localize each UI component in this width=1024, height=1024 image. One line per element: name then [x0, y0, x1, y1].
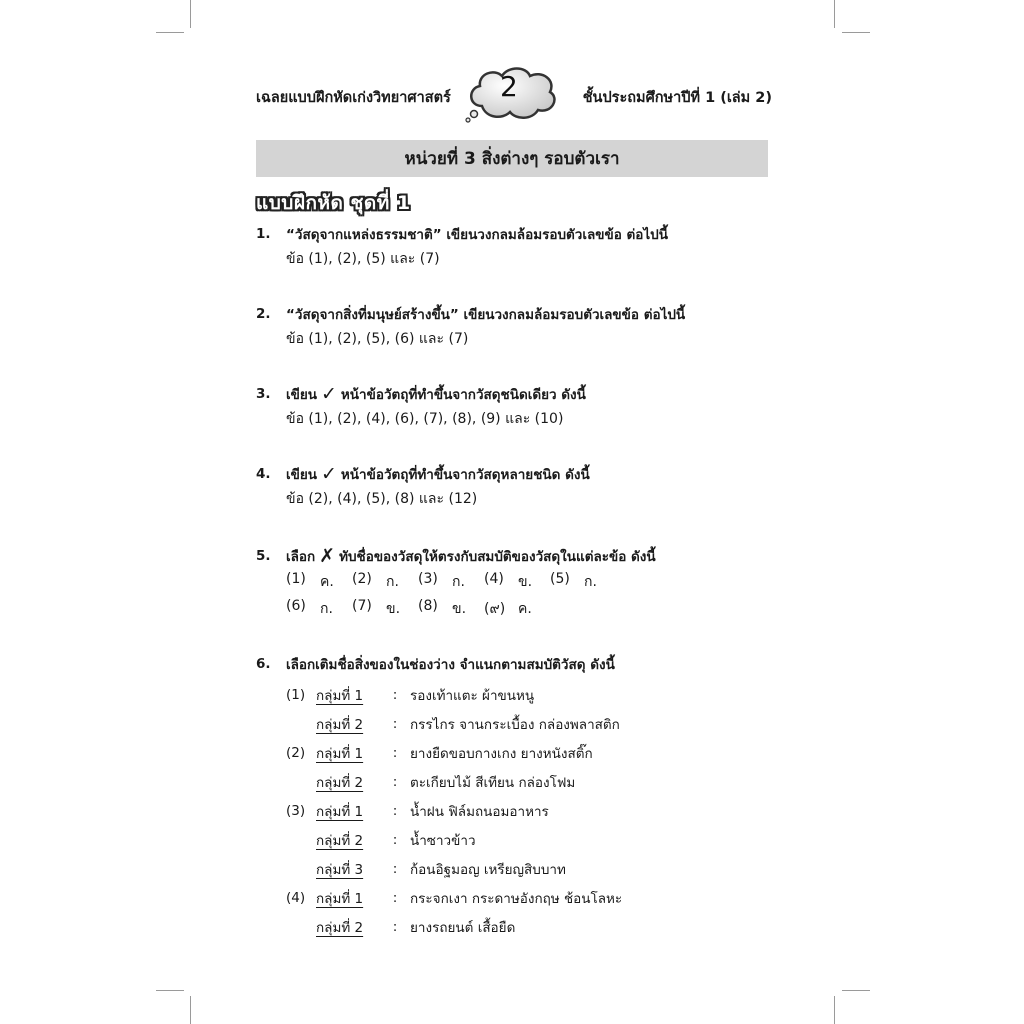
- crop-mark: [156, 990, 184, 991]
- group-row: [286, 912, 776, 941]
- item-number: (6): [286, 597, 306, 614]
- question-number: 2.: [256, 306, 271, 322]
- item-answer: ค.: [518, 600, 532, 617]
- group-row: [286, 796, 776, 825]
- colon: :: [392, 773, 398, 790]
- answer-line: ข้อ (1), (2), (4), (6), (7), (8), (9) และ (10): [286, 411, 564, 427]
- answer-line: ข้อ (2), (4), (5), (8) และ (12): [286, 491, 478, 507]
- crop-mark: [156, 32, 184, 33]
- group-row: [286, 767, 776, 796]
- crop-mark: [190, 0, 191, 28]
- unit-title-bar: [256, 140, 768, 177]
- colon: :: [392, 918, 398, 935]
- crop-mark: [842, 32, 870, 33]
- group-label: กลุ่มที่ 1: [316, 745, 364, 762]
- item-number: (4): [286, 889, 306, 906]
- question-number: 5.: [256, 548, 271, 564]
- group-label: กลุ่มที่ 2: [316, 716, 364, 733]
- check-mark-icon: ✓: [320, 463, 337, 485]
- question-text: เลือกเติมชื่อสิ่งของในช่องว่าง จำแนกตามสมบัติวัสดุ ดังนี้: [286, 657, 615, 673]
- answer-row: [286, 595, 776, 622]
- group-label: กลุ่มที่ 1: [316, 890, 364, 907]
- page-number-cloud: [462, 62, 562, 124]
- colon: :: [392, 744, 398, 761]
- item-number: (8): [418, 597, 438, 614]
- item-answer: ข.: [452, 600, 467, 617]
- question-1: [256, 222, 776, 302]
- group-label: กลุ่มที่ 2: [316, 919, 364, 936]
- question-6: [256, 652, 776, 941]
- item-answer: ค.: [320, 573, 334, 590]
- item-number: (๙): [484, 600, 506, 617]
- check-mark-icon: ✓: [320, 383, 337, 405]
- group-items: น้ำซาวข้าว: [410, 832, 476, 849]
- question-verb: เลือก: [286, 549, 316, 565]
- question-number: 6.: [256, 656, 271, 672]
- item-number: (3): [286, 802, 306, 819]
- question-2: [256, 302, 776, 382]
- question-5: [256, 544, 776, 652]
- group-items: ยางยืดขอบกางเกง ยางหนังสติ๊ก: [410, 745, 593, 762]
- question-4: [256, 462, 776, 544]
- question-number: 1.: [256, 226, 271, 242]
- crop-mark: [842, 990, 870, 991]
- group-items: น้ำฝน ฟิล์มถนอมอาหาร: [410, 803, 549, 820]
- group-label: กลุ่มที่ 1: [316, 687, 364, 704]
- group-items: ยางรถยนต์ เสื้อยืด: [410, 919, 516, 936]
- group-label: กลุ่มที่ 1: [316, 803, 364, 820]
- item-number: (1): [286, 570, 306, 587]
- item-number: (4): [484, 570, 504, 587]
- colon: :: [392, 889, 398, 906]
- group-row: [286, 709, 776, 738]
- group-row: [286, 854, 776, 883]
- item-number: (2): [352, 570, 372, 587]
- group-items: กรรไกร จานกระเบื้อง กล่องพลาสติก: [410, 716, 620, 733]
- colon: :: [392, 715, 398, 732]
- item-number: (2): [286, 744, 306, 761]
- answer-content: [256, 222, 776, 941]
- book-title: เฉลยแบบฝึกหัดเก่งวิทยาศาสตร์: [256, 90, 451, 106]
- item-number: (7): [352, 597, 372, 614]
- colon: :: [392, 860, 398, 877]
- page-header: [256, 70, 772, 118]
- crop-mark: [190, 996, 191, 1024]
- question-3: [256, 382, 776, 462]
- cross-mark-icon: ✗: [319, 545, 336, 567]
- group-label: กลุ่มที่ 2: [316, 774, 364, 791]
- group-row: [286, 825, 776, 854]
- answer-line: ข้อ (1), (2), (5) และ (7): [286, 251, 440, 267]
- colon: :: [392, 686, 398, 703]
- question-verb: เขียน: [286, 387, 317, 403]
- grade-volume: ชั้นประถมศึกษาปีที่ 1 (เล่ม 2): [582, 90, 772, 106]
- group-row: [286, 738, 776, 767]
- colon: :: [392, 802, 398, 819]
- unit-title: หน่วยที่ 3 สิ่งต่างๆ รอบตัวเรา: [404, 149, 620, 169]
- group-items: รองเท้าแตะ ผ้าขนหนู: [410, 687, 535, 704]
- group-items: กระจกเงา กระดาษอังกฤษ ช้อนโลหะ: [410, 890, 623, 907]
- crop-mark: [834, 0, 835, 28]
- question-text: “วัสดุจากสิ่งที่มนุษย์สร้างขึ้น” เขียนวงกลมล้อมรอบตัวเลขข้อ ต่อไปนี้: [286, 307, 686, 323]
- question-verb: เขียน: [286, 467, 317, 483]
- item-number: (1): [286, 686, 306, 703]
- item-answer: ข.: [518, 573, 533, 590]
- group-row: [286, 680, 776, 709]
- question-text: “วัสดุจากแหล่งธรรมชาติ” เขียนวงกลมล้อมรอบตัวเลขข้อ ต่อไปนี้: [286, 227, 668, 243]
- item-answer: ก.: [584, 573, 597, 590]
- group-row: [286, 883, 776, 912]
- group-label: กลุ่มที่ 3: [316, 861, 364, 878]
- item-answer: ก.: [386, 573, 399, 590]
- item-answer: ก.: [452, 573, 465, 590]
- group-items: ตะเกียบไม้ สีเทียน กล่องโฟม: [410, 774, 576, 791]
- exercise-title: แบบฝึกหัด ชุดที่ 1: [256, 192, 411, 214]
- answer-line: ข้อ (1), (2), (5), (6) และ (7): [286, 331, 469, 347]
- colon: :: [392, 831, 398, 848]
- item-number: (5): [550, 570, 570, 587]
- question-number: 4.: [256, 466, 271, 482]
- question-text: หน้าข้อวัตถุที่ทำขึ้นจากวัสดุชนิดเดียว ดังนี้: [340, 387, 586, 403]
- item-answer: ก.: [320, 600, 333, 617]
- group-label: กลุ่มที่ 2: [316, 832, 364, 849]
- question-text: ทับชื่อของวัสดุให้ตรงกับสมบัติของวัสดุในแต่ละข้อ ดังนี้: [339, 549, 656, 565]
- item-number: (3): [418, 570, 438, 587]
- page-number: 2: [500, 70, 518, 103]
- question-text: หน้าข้อวัตถุที่ทำขึ้นจากวัสดุหลายชนิด ดังนี้: [340, 467, 590, 483]
- item-answer: ข.: [386, 600, 401, 617]
- question-number: 3.: [256, 386, 271, 402]
- crop-mark: [834, 996, 835, 1024]
- group-items: ก้อนอิฐมอญ เหรียญสิบบาท: [410, 861, 566, 878]
- answer-row: [286, 568, 776, 595]
